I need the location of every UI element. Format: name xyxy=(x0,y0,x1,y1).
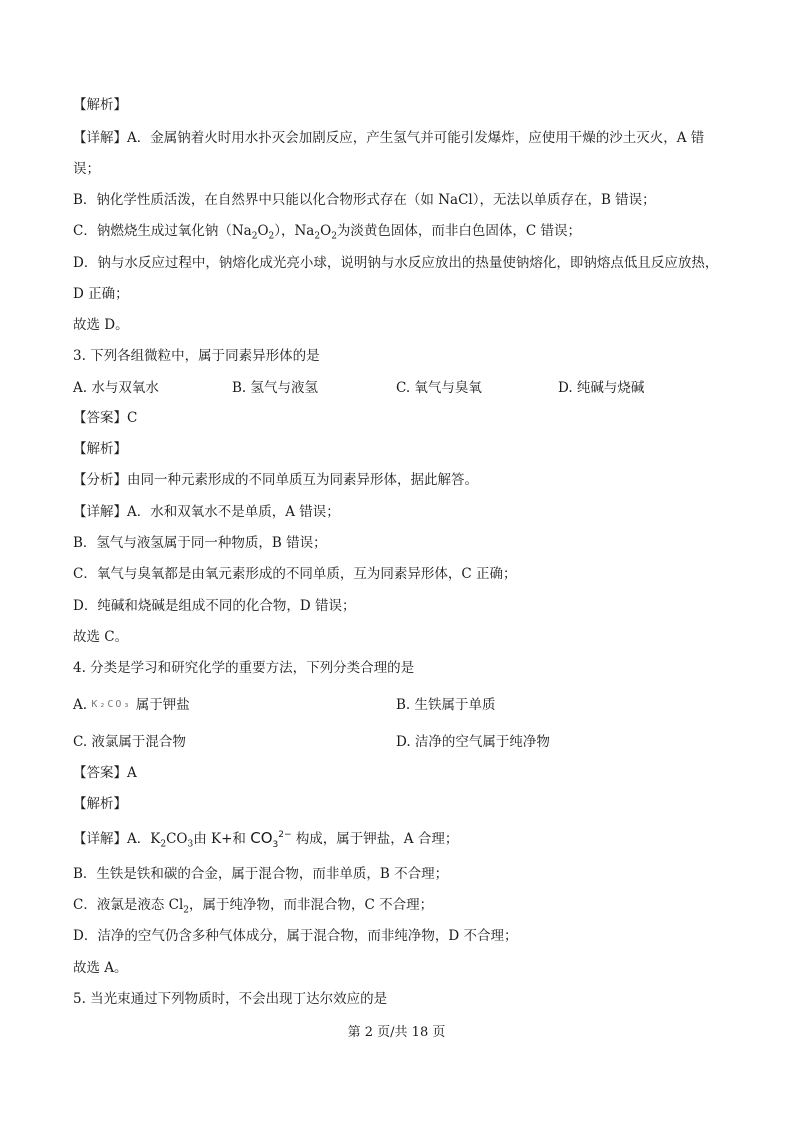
q4-option-b-explanation: B．生铁是铁和碳的合金，属于混合物，而非单质，B 不合理； xyxy=(73,866,449,882)
q3-option-c-explanation: C．氧气与臭氧都是由氧元素形成的不同单质，互为同素异形体，C 正确； xyxy=(73,566,517,582)
k2co3-formula-image: K₂CO₃ xyxy=(91,699,132,710)
q4-stem: 4. 分类是学习和研究化学的重要方法，下列分类合理的是 xyxy=(73,660,415,676)
p1-option-d-line1: D．钠与水反应过程中，钠熔化成光亮小球，说明钠与水反应放出的热量使钠熔化，即钠熔点低且反应放热， xyxy=(73,255,719,271)
q3-options xyxy=(73,379,733,397)
q3-detail-a: 【详解】A．水和双氧水不是单质，A 错误； xyxy=(73,504,340,520)
q3-option-a: A. 水与双氧水 xyxy=(73,380,159,396)
carbonate-ion-formula: $CO_3^{2-}$ xyxy=(250,829,292,850)
q5-stem: 5. 当光束通过下列物质时，不会出现丁达尔效应的是 xyxy=(73,991,388,1007)
q4-option-d-explanation: D．洁净的空气仍含多种气体成分，属于混合物，而非纯净物，D 不合理； xyxy=(73,928,518,944)
q4-option-a: A. K₂CO₃ 属于钾盐 xyxy=(73,697,190,713)
q4-detail-a: 【详解】A．$K_2CO_3$由 K+和 $CO_3^{2-}$ 构成，属于钾盐，A 合理； xyxy=(73,829,459,850)
q4-option-c-explanation: C．液氯是液态 $Cl_2$，属于纯净物，而非混合物，C 不合理； xyxy=(73,897,434,916)
q3-stem: 3. 下列各组微粒中，属于同素异形体的是 xyxy=(73,348,320,364)
q4-choose: 故选 A。 xyxy=(73,960,128,976)
p1-option-b-explanation: B．钠化学性质活泼，在自然界中只能以化合物形式存在（如 NaCl），无法以单质存在，B 错误； xyxy=(73,192,656,208)
q4-option-b: B. 生铁属于单质 xyxy=(396,697,496,713)
q3-option-d-explanation: D．纯碱和烧碱是组成不同的化合物，D 错误； xyxy=(73,598,356,614)
q4-analysis-label: 【解析】 xyxy=(73,796,127,812)
q3-option-c: C. 氧气与臭氧 xyxy=(396,380,482,396)
q4-answer: 【答案】A xyxy=(73,765,137,781)
q4-options-row2 xyxy=(73,733,733,751)
p1-choose: 故选 D。 xyxy=(73,317,129,333)
q4-option-c: C. 液氯属于混合物 xyxy=(73,734,186,750)
q3-option-d: D. 纯碱与烧碱 xyxy=(558,380,645,396)
q4-options-row1 xyxy=(73,696,733,714)
p1-option-d-line2: D 正确； xyxy=(73,286,129,302)
q3-option-b: B. 氢气与液氢 xyxy=(232,380,319,396)
p1-detail-a-line1: 【详解】A．金属钠着火时用水扑灭会加剧反应，产生氢气并可能引发爆炸，应使用干燥的沙土灭火，A 错 xyxy=(73,130,705,146)
q4-option-d: D. 洁净的空气属于纯净物 xyxy=(396,734,550,750)
q3-fenxi: 【分析】由同一种元素形成的不同单质互为同素异形体，据此解答。 xyxy=(73,472,478,488)
p1-detail-a-line2: 误； xyxy=(73,161,100,177)
q3-analysis-label: 【解析】 xyxy=(73,441,127,457)
q3-answer: 【答案】C xyxy=(73,410,138,426)
q3-option-b-explanation: B．氢气与液氢属于同一种物质，B 错误； xyxy=(73,535,327,551)
p1-option-c-explanation: C．钠燃烧生成过氧化钠$(Na_2O_2)$，$Na_2O_2$为淡黄色固体，而非白色固体，C 错误； xyxy=(73,223,582,242)
p1-analysis-label: 【解析】 xyxy=(73,97,127,113)
page-footer: 第 2 页/共 18 页 xyxy=(347,1025,446,1040)
q3-choose: 故选 C。 xyxy=(73,629,129,645)
